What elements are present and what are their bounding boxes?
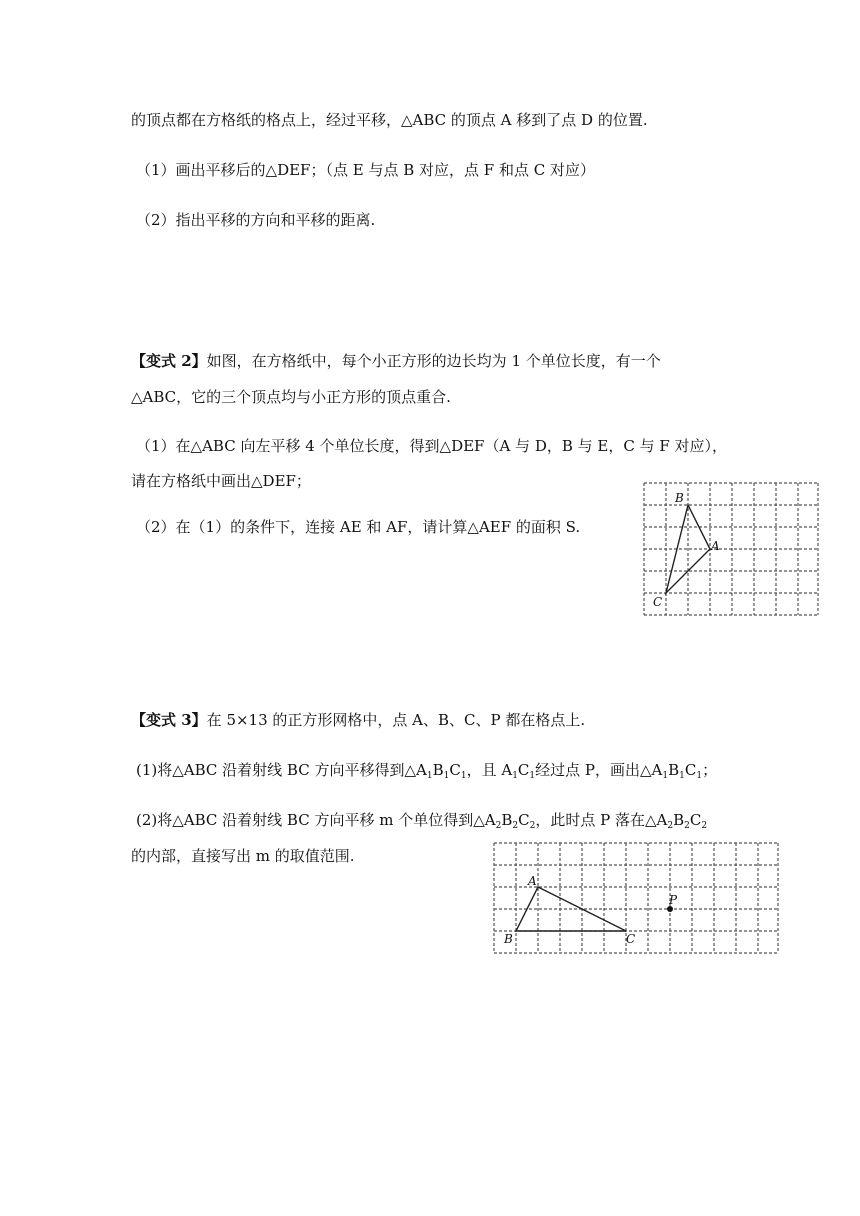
q2-sub-1: 2	[495, 821, 502, 831]
variant2-question-1b: 请在方格纸中画出△DEF；	[131, 472, 311, 490]
variant2-label-a: A	[711, 539, 720, 553]
q2-text-3: C	[518, 811, 530, 829]
variant2-question-1a: （1）在△ABC 向左平移 4 个单位长度，得到△DEF（A 与 D，B 与 E，C 与 F 对应），	[136, 437, 728, 455]
q1-text-1: (1)将△ABC 沿着射线 BC 方向平移得到△A	[136, 761, 427, 779]
variant2-line-1	[131, 351, 661, 371]
q2-text-1: (2)将△ABC 沿着射线 BC 方向平移 m 个单位得到△A	[136, 811, 496, 829]
q2-sub-5: 2	[684, 821, 690, 831]
q2-sub-4: 2	[667, 821, 674, 831]
variant3-question-2	[136, 810, 707, 830]
variant2-tag: 【变式 2】	[131, 352, 207, 370]
variant2-grid-lines	[644, 483, 818, 615]
variant2-grid-svg	[641, 480, 821, 618]
variant3-label-a: A	[528, 874, 537, 888]
variant3-label-c: C	[626, 932, 636, 946]
variant3-line-1-text: 在 5×13 的正方形网格中，点 A、B、C、P 都在格点上.	[206, 711, 586, 729]
variant2-question-2: （2）在（1）的条件下，连接 AE 和 AF，请计算△AEF 的面积 S.	[136, 518, 581, 536]
variant3-label-b: B	[504, 932, 513, 946]
intro-question-1: （1）画出平移后的△DEF；（点 E 与点 B 对应，点 F 和点 C 对应）	[136, 161, 595, 179]
variant3-line-1	[131, 710, 585, 730]
variant3-tag: 【变式 3】	[131, 711, 207, 729]
q1-sub-6: 1	[662, 771, 669, 781]
q2-sub-3: 2	[529, 821, 536, 831]
q2-text-2: B	[501, 811, 513, 829]
q1-text-4: ，且 A	[466, 761, 513, 779]
variant2-label-b: B	[675, 491, 684, 505]
q1-sub-3: 1	[460, 771, 467, 781]
intro-question-2: （2）指出平移的方向和平移的距离.	[136, 211, 376, 229]
q1-sub-8: 1	[696, 771, 703, 781]
q1-sub-4: 1	[512, 771, 518, 781]
variant3-question-1	[136, 760, 717, 780]
variant3-question-2-line-2: 的内部，直接写出 m 的取值范围.	[131, 847, 355, 865]
variant2-label-c: C	[653, 595, 663, 609]
variant2-line-1-text: 如图，在方格纸中，每个小正方形的边长均为 1 个单位长度，有一个	[206, 352, 661, 370]
q2-sub-6: 2	[701, 821, 708, 831]
q1-text-9: ；	[702, 761, 718, 779]
q1-text-5: C	[517, 761, 530, 779]
q1-text-8: C	[684, 761, 697, 779]
variant2-figure	[641, 480, 821, 618]
variant3-label-p: P	[669, 893, 678, 907]
q1-text-7: B	[668, 761, 680, 779]
q1-sub-5: 1	[529, 771, 536, 781]
q2-text-4: ，此时点 P 落在△A	[535, 811, 668, 829]
variant2-line-2: △ABC，它的三个顶点均与小正方形的顶点重合.	[131, 388, 451, 406]
q1-sub-2: 1	[443, 771, 450, 781]
q2-sub-2: 2	[512, 821, 519, 831]
variant3-grid-svg	[491, 840, 781, 956]
q1-sub-7: 1	[679, 771, 685, 781]
q1-sub-1: 1	[426, 771, 433, 781]
variant3-figure	[491, 840, 781, 956]
q1-text-6: 经过点 P，画出△A	[535, 761, 663, 779]
q1-text-3: C	[449, 761, 461, 779]
intro-line-1: 的顶点都在方格纸的格点上，经过平移，△ABC 的顶点 A 移到了点 D 的位置.	[131, 111, 648, 129]
variant3-grid-lines	[494, 843, 778, 953]
q1-text-2: B	[432, 761, 444, 779]
q2-text-6: C	[689, 811, 702, 829]
q2-text-5: B	[673, 811, 685, 829]
